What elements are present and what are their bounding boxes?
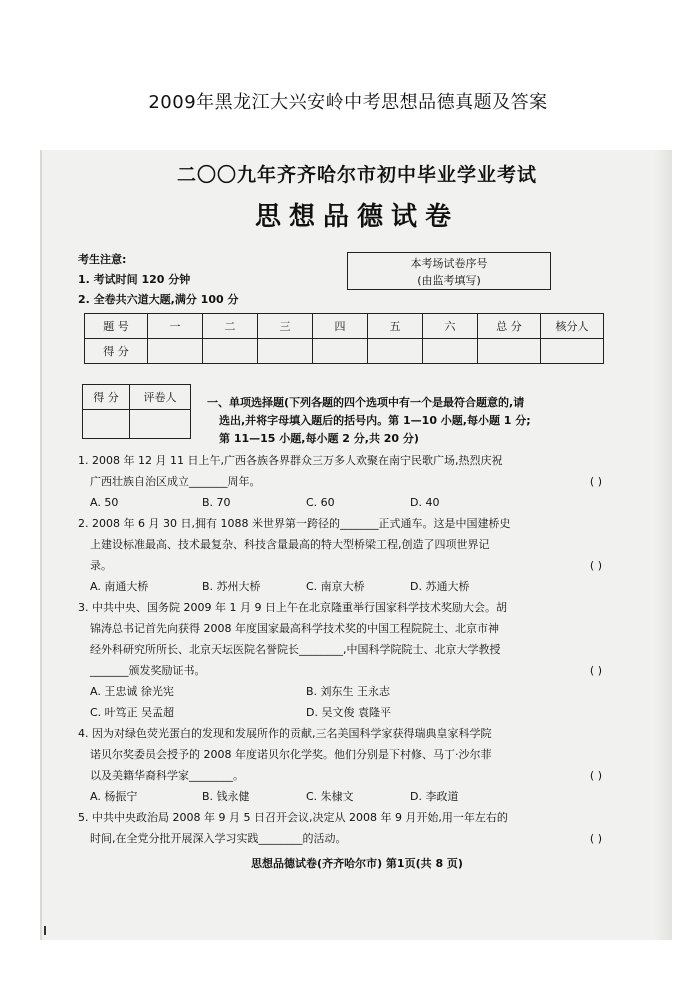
- question-3-text: 3. 中共中央、国务院 2009 年 1 月 9 日上午在北京隆重举行国家科学技术奖励大会。胡: [78, 601, 507, 614]
- score-header-cell: 四: [313, 314, 368, 339]
- grader-score-label: 得 分: [83, 385, 130, 410]
- grader-table: [82, 384, 191, 439]
- question-2-text: [78, 555, 638, 576]
- option-b: B. 刘东生 王永志: [306, 685, 391, 698]
- question-4-text: 诺贝尔奖委员会授予的 2008 年度诺贝尔化学奖。他们分别是下村修、马丁·沙尔菲: [90, 748, 492, 761]
- option-c: C. 南京大桥: [306, 580, 365, 593]
- option-d: D. 40: [410, 496, 440, 509]
- answer-parentheses: ( ): [589, 559, 602, 572]
- score-header-cell: 题 号: [85, 314, 148, 339]
- score-table-row: [85, 339, 604, 364]
- option-a: A. 杨振宁: [90, 790, 138, 803]
- score-cell: [313, 339, 368, 364]
- notice-item-1: 1. 考试时间 120 分钟: [78, 273, 191, 286]
- page-footer: 思想品德试卷(齐齐哈尔市) 第1页(共 8 页): [251, 857, 463, 870]
- question-2-end: 录。: [90, 559, 112, 572]
- answer-parentheses: ( ): [589, 769, 602, 782]
- score-cell: [541, 339, 604, 364]
- question-5-end: 时间,在全党分批开展深入学习实践________的活动。: [90, 832, 347, 845]
- question-3-text: [78, 660, 638, 681]
- score-cell: [423, 339, 478, 364]
- section-1-line: 选出,并将字母填入题后的括号内。第 1—10 小题,每小题 1 分;: [219, 414, 531, 427]
- option-a: A. 王忠诚 徐光宪: [90, 685, 174, 698]
- notice-item-2: 2. 全卷共六道大题,满分 100 分: [78, 293, 239, 306]
- question-2-options: [78, 576, 638, 597]
- option-b: B. 苏州大桥: [202, 580, 261, 593]
- seat-box-note: (由监考填写): [417, 274, 481, 287]
- question-3-options-row-1: [78, 681, 638, 702]
- seat-box-label: 本考场试卷序号: [410, 257, 488, 270]
- question-5-text: 5. 中共中央政治局 2008 年 9 月 5 日召开会议,决定从 2008 年 9 月开始,用一年左右的: [78, 811, 508, 824]
- section-1-line: 第 11—15 小题,每小题 2 分,共 20 分): [219, 432, 419, 445]
- score-table: [84, 313, 604, 364]
- option-c: C. 叶笃正 吴孟超: [90, 706, 175, 719]
- question-1-blank-line: 广西壮族自治区成立_______周年。: [90, 475, 261, 488]
- question-4-end: 以及美籍华裔科学家________。: [90, 769, 244, 782]
- option-b: B. 70: [202, 496, 231, 509]
- question-3-options-row-2: [78, 702, 638, 723]
- option-d: D. 李政道: [410, 790, 459, 803]
- section-1-instructions: [207, 394, 637, 448]
- question-2-text: 2. 2008 年 6 月 30 日,拥有 1088 米世界第一跨径的_______正式通车。这是中国建桥史: [78, 517, 511, 530]
- question-2-text: 上建设标准最高、技术最复杂、科技含量最高的特大型桥梁工程,创造了四项世界记: [90, 538, 490, 551]
- score-header-cell: 核分人: [541, 314, 604, 339]
- score-header-cell: 二: [203, 314, 258, 339]
- exam-heading: 二〇〇九年齐齐哈尔市初中毕业学业考试: [176, 164, 537, 186]
- score-cell: [203, 339, 258, 364]
- exam-subject: 思想品德试卷: [254, 202, 459, 232]
- answer-parentheses: ( ): [589, 664, 602, 677]
- seat-number-box: [347, 252, 551, 290]
- score-cell: [258, 339, 313, 364]
- question-3-text: 经外科研究所所长、北京天坛医院名誉院长________,中国科学院院士、北京大学教授: [90, 643, 501, 656]
- section-1-line: 一、单项选择题(下列各题的四个选项中有一个是最符合题意的,请: [207, 396, 525, 409]
- score-table-header: [85, 314, 604, 339]
- option-b: B. 钱永健: [202, 790, 250, 803]
- score-cell: [148, 339, 203, 364]
- option-a: A. 南通大桥: [90, 580, 149, 593]
- option-c: C. 60: [306, 496, 335, 509]
- notice-title: 考生注意:: [78, 253, 127, 266]
- option-d: D. 苏通大桥: [410, 580, 470, 593]
- candidate-notice: [78, 250, 238, 310]
- question-1-options: [78, 492, 638, 513]
- question-4-text: 4. 因为对绿色荧光蛋白的发现和发展所作的贡献,三名美国科学家获得瑞典皇家科学院: [78, 727, 492, 740]
- scan-mark: [44, 926, 46, 935]
- score-header-cell: 六: [423, 314, 478, 339]
- option-d: D. 吴文俊 袁隆平: [306, 706, 391, 719]
- answer-parentheses: ( ): [589, 475, 602, 488]
- score-header-cell: 五: [368, 314, 423, 339]
- question-4-text: [78, 765, 638, 786]
- document-title: 2009年黑龙江大兴安岭中考思想品德真题及答案: [148, 92, 548, 113]
- score-row-label: 得 分: [85, 339, 148, 364]
- grader-name-label: 评卷人: [130, 385, 191, 410]
- question-3-text: 锦涛总书记首先向获得 2008 年度国家最高科学技术奖的中国工程院院士、北京市神: [90, 622, 499, 635]
- grader-score-cell: [83, 410, 130, 439]
- score-header-cell: 一: [148, 314, 203, 339]
- page-shadow: [654, 150, 672, 940]
- question-1-text: [78, 471, 638, 492]
- scanned-exam-page: [40, 150, 672, 940]
- score-cell: [368, 339, 423, 364]
- option-c: C. 朱棣文: [306, 790, 354, 803]
- question-5-text: [78, 828, 638, 849]
- score-header-cell: 三: [258, 314, 313, 339]
- grader-name-cell: [130, 410, 191, 439]
- option-a: A. 50: [90, 496, 119, 509]
- score-header-cell: 总 分: [478, 314, 541, 339]
- score-cell: [478, 339, 541, 364]
- question-4-options: [78, 786, 638, 807]
- question-1-text: 1. 2008 年 12 月 11 日上午,广西各族各界群众三万多人欢聚在南宁民歌广场,热烈庆祝: [78, 454, 503, 467]
- question-3-end: _______颁发奖励证书。: [90, 664, 206, 677]
- answer-parentheses: ( ): [589, 832, 602, 845]
- question-list: [78, 450, 638, 849]
